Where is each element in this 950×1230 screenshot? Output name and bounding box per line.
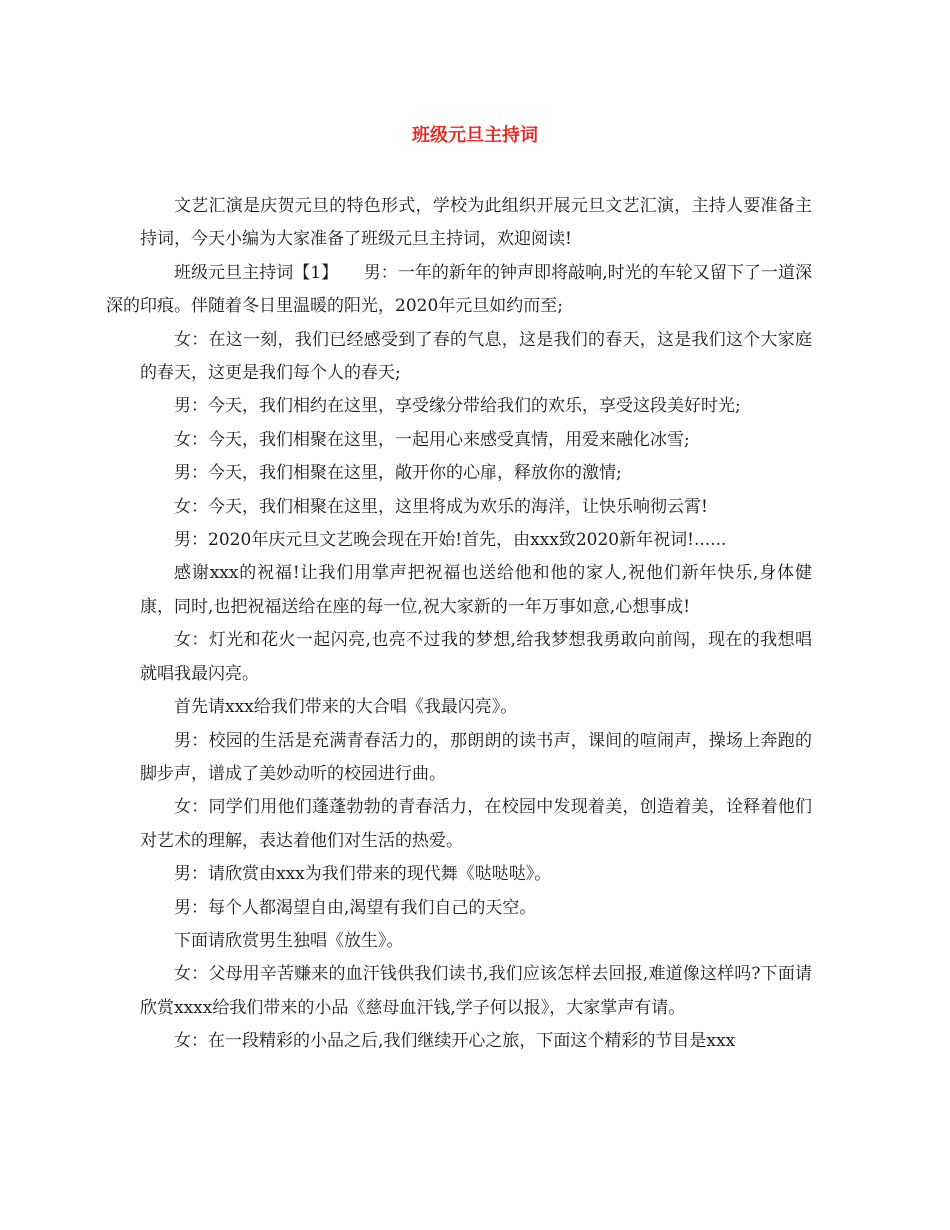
paragraph: 女：在这一刻，我们已经感受到了春的气息，这是我们的春天，这是我们这个大家庭的春天，这更是我们每个人的春天; — [140, 329, 812, 384]
paragraph: 女：在一段精彩的小品之后,我们继续开心之旅，下面这个精彩的节目是xxx — [174, 1031, 736, 1052]
paragraph-intro: 文艺汇演是庆贺元旦的特色形式，学校为此组织开展元旦文艺汇演，主持人要准备主持词，今天小编为大家准备了班级元旦主持词，欢迎阅读! — [140, 196, 812, 250]
paragraph: 女：灯光和花火一起闪亮,也亮不过我的梦想,给我梦想我勇敢向前闯，现在的我想唱就唱我最闪亮。 — [140, 630, 812, 684]
document-body — [106, 190, 812, 1059]
paragraph-section-1: 班级元旦主持词【1】 男：一年的新年的钟声即将敲响,时光的车轮又留下了一道深深的印痕。伴随着冬日里温暖的阳光，2020年元旦如约而至; — [106, 262, 812, 317]
paragraph: 女：今天，我们相聚在这里，一起用心来感受真情，用爱来融化冰雪; — [174, 429, 690, 450]
paragraph: 女：父母用辛苦赚来的血汗钱供我们读书,我们应该怎样去回报,难道像这样吗?下面请欣赏xxxx给我们带来的小品《慈母血汗钱,学子何以报》，大家掌声有请。 — [140, 964, 812, 1018]
paragraph: 男：今天，我们相约在这里，享受缘分带给我们的欢乐，享受这段美好时光; — [174, 396, 741, 417]
paragraph: 男：2020年庆元旦文艺晚会现在开始!首先，由xxx致2020新年祝词!...... — [174, 530, 727, 551]
paragraph: 男：每个人都渴望自由,渴望有我们自己的天空。 — [174, 897, 537, 918]
document-title: 班级元旦主持词 — [412, 125, 538, 146]
paragraph: 男：今天，我们相聚在这里，敞开你的心扉，释放你的激情; — [174, 463, 622, 484]
paragraph: 感谢xxx的祝福!让我们用掌声把祝福也送给他和他的家人,祝他们新年快乐,身体健康，同时,也把祝福送给在座的每一位,祝大家新的一年万事如意,心想事成! — [140, 563, 812, 617]
paragraph: 男：校园的生活是充满青春活力的，那朗朗的读书声，课间的喧闹声，操场上奔跑的脚步声，谱成了美妙动听的校园进行曲。 — [140, 730, 812, 784]
paragraph: 男：请欣赏由xxx为我们带来的现代舞《哒哒哒》。 — [174, 864, 552, 885]
paragraph: 女：今天，我们相聚在这里，这里将成为欢乐的海洋，让快乐响彻云霄! — [174, 496, 708, 517]
paragraph: 女：同学们用他们蓬蓬勃勃的青春活力，在校园中发现着美，创造着美，诠释着他们对艺术的理解，表达着他们对生活的热爱。 — [140, 797, 812, 851]
paragraph: 首先请xxx给我们带来的大合唱《我最闪亮》。 — [174, 697, 518, 718]
paragraph: 下面请欣赏男生独唱《放生》。 — [174, 930, 404, 951]
